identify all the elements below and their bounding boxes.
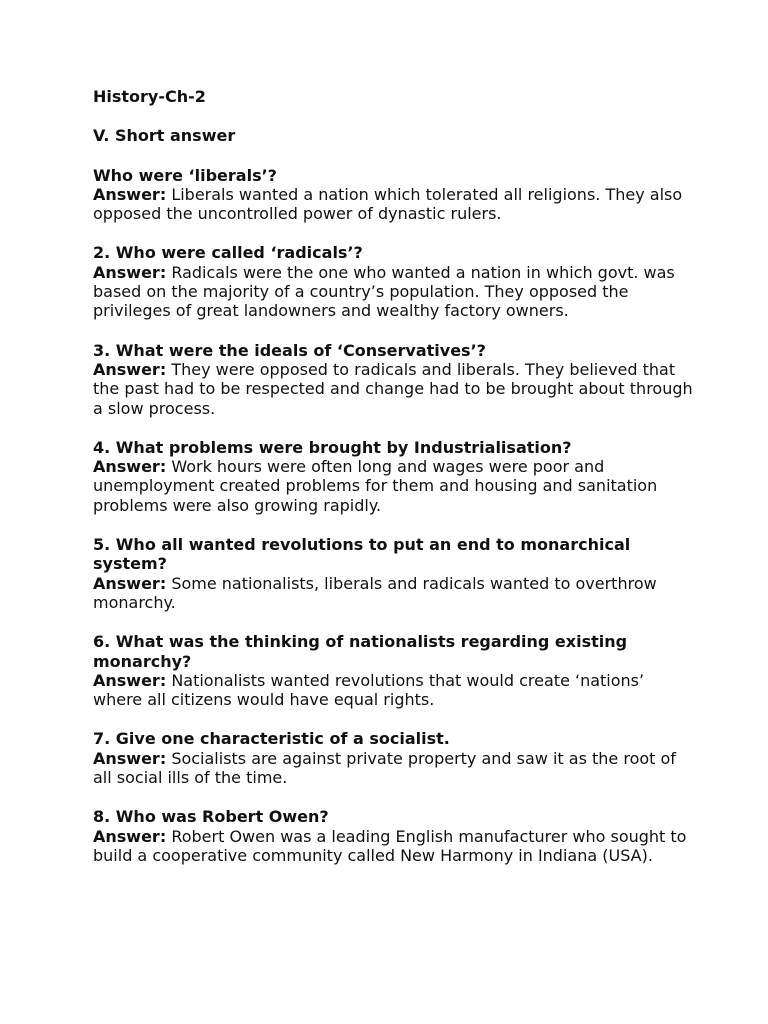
qa-item-7 bbox=[93, 729, 693, 787]
qa-item-4 bbox=[93, 438, 693, 515]
answer-label: Answer: bbox=[93, 359, 167, 379]
answer-label: Answer: bbox=[93, 262, 167, 282]
answer-paragraph bbox=[93, 360, 693, 418]
answer-label: Answer: bbox=[93, 184, 167, 204]
answer-text: Radicals were the one who wanted a nation in which govt. was based on the majority of a country’s population. They opposed the privileges of great landowners and wealthy factory owners. bbox=[93, 262, 675, 321]
question-text: 2. Who were called ‘radicals’? bbox=[93, 243, 363, 263]
question-text: 4. What problems were brought by Industrialisation? bbox=[93, 437, 572, 457]
qa-item-2 bbox=[93, 243, 693, 320]
answer-paragraph bbox=[93, 574, 693, 613]
answer-paragraph bbox=[93, 457, 693, 515]
document-page bbox=[93, 87, 693, 885]
answer-label: Answer: bbox=[93, 748, 167, 768]
answer-paragraph bbox=[93, 185, 693, 224]
document-title: History-Ch-2 bbox=[93, 87, 206, 106]
answer-text: Nationalists wanted revolutions that would create ‘nations’ where all citizens would have equal rights. bbox=[93, 670, 645, 710]
qa-item-3 bbox=[93, 341, 693, 418]
answer-text: Socialists are against private property and saw it as the root of all social ills of the time. bbox=[93, 748, 676, 788]
answer-label: Answer: bbox=[93, 573, 167, 593]
question-text: Who were ‘liberals’? bbox=[93, 165, 277, 185]
qa-item-5 bbox=[93, 535, 693, 612]
answer-text: Liberals wanted a nation which tolerated all religions. They also opposed the uncontrolled power of dynastic rulers. bbox=[93, 184, 683, 224]
answer-label: Answer: bbox=[93, 826, 167, 846]
answer-paragraph bbox=[93, 671, 693, 710]
question-text: 6. What was the thinking of nationalists regarding existing monarchy? bbox=[93, 632, 628, 671]
answer-paragraph bbox=[93, 827, 693, 866]
qa-item-6 bbox=[93, 632, 693, 709]
answer-label: Answer: bbox=[93, 670, 167, 690]
answer-paragraph bbox=[93, 263, 693, 321]
answer-label: Answer: bbox=[93, 457, 167, 477]
section-heading: V. Short answer bbox=[93, 126, 236, 146]
question-text: 7. Give one characteristic of a socialist. bbox=[93, 729, 450, 749]
answer-text: Some nationalists, liberals and radicals wanted to overthrow monarchy. bbox=[93, 573, 657, 612]
answer-text: Work hours were often long and wages were poor and unemployment created problems for them and housing and sanitation problems were also growing rapidly. bbox=[93, 457, 658, 515]
qa-item-8 bbox=[93, 807, 693, 865]
qa-item-1 bbox=[93, 166, 693, 224]
answer-paragraph bbox=[93, 749, 693, 788]
question-text: 3. What were the ideals of ‘Conservatives’? bbox=[93, 340, 486, 360]
answer-text: They were opposed to radicals and liberals. They believed that the past had to be respected and change had to be brought about through a slow process. bbox=[93, 359, 693, 418]
answer-text: Robert Owen was a leading English manufacturer who sought to build a cooperative community called New Harmony in Indiana (USA). bbox=[93, 826, 687, 865]
question-text: 8. Who was Robert Owen? bbox=[93, 807, 329, 827]
question-text: 5. Who all wanted revolutions to put an end to monarchical system? bbox=[93, 535, 631, 574]
